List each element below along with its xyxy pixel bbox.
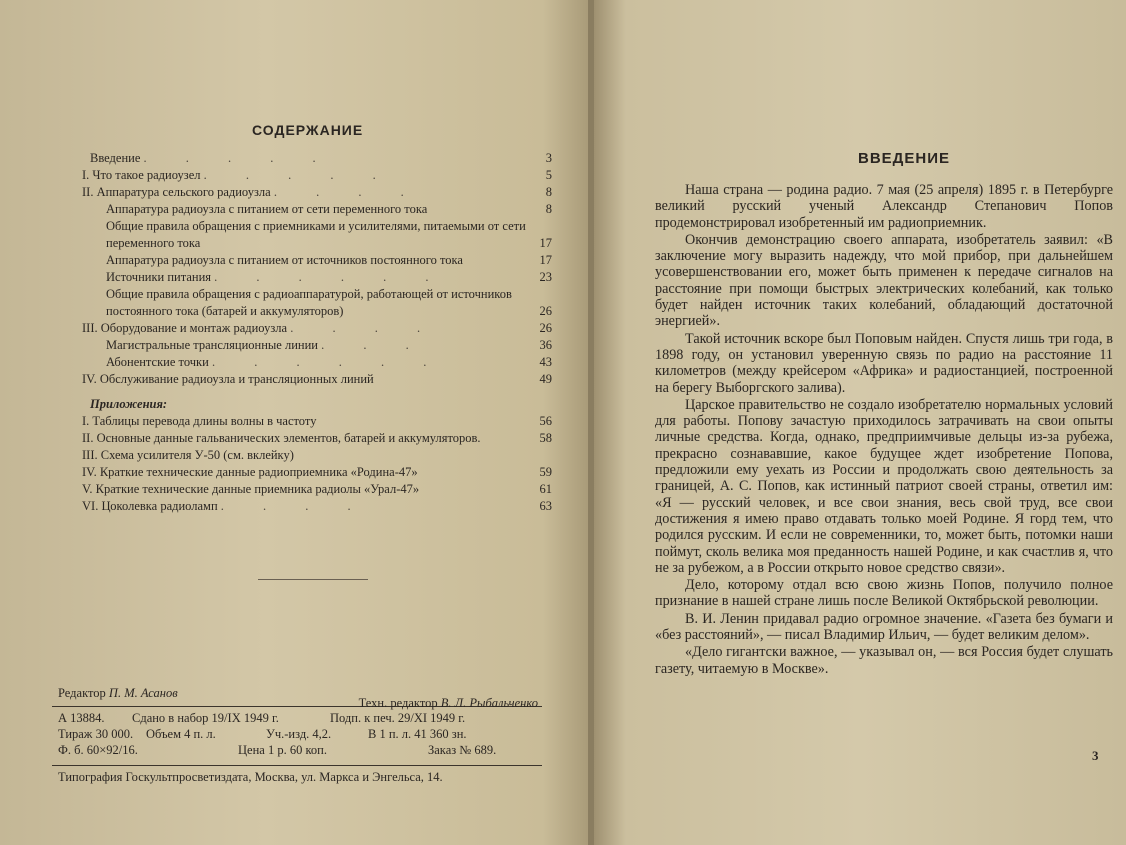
intro-paragraph: Царское правительство не создало изобретателю нормальных условий для работы. Попову зачастую приходилось затрачивать на свои опыты личные средства. Когда, однако, предприимчивые дельцы из-за рубежа, прекрасно сознававшие, какое будущее ждет изобретение Попова, предложили ему уехать из России и продолжать свою деятельность за границей, А. С. Попов, как истинный патриот своей страны, ответил им: «Я — русский человек, и все свои знания, весь свой труд, все свои достижения я имею право отдавать только моей Родине. Я горд тем, что родился русским. И если не современники, то, может быть, потомки наши поймут, сколь велика моя преданность нашей Родине, и как счастлив я, что не за рубежом, а в России открыто новое средство связи». xyxy=(655,396,1113,576)
imprint-row: Ф. б. 60×92/16. Цена 1 р. 60 коп. Заказ № 689. xyxy=(58,743,497,757)
intro-paragraph: Наша страна — родина радио. 7 мая (25 апреля) 1895 г. в Петербурге великий русский ученый Александр Степанович Попов продемонстрировал изобретенный им радиоприемник. xyxy=(655,182,1113,231)
imprint-editors xyxy=(52,684,542,710)
appendix-item: II. Основные данные гальванических элементов, батарей и аккумуляторов. 58 xyxy=(82,431,552,445)
imprint-row: Тираж 30 000. Объем 4 п. л. Уч.-изд. 4,2. В 1 п. л. 41 360 зн. xyxy=(58,727,467,741)
tech-editor-name: В. Л. Рыбальченко xyxy=(440,696,538,710)
toc-item: III. Оборудование и монтаж радиоузла . . . . 26 xyxy=(82,321,552,335)
toc-item: Аппаратура радиоузла с питанием от источников постоянного тока 17 xyxy=(106,253,552,267)
toc-item: IV. Обслуживание радиоузла и трансляционных линий 49 xyxy=(82,372,552,386)
intro-title: ВВЕДЕНИЕ xyxy=(858,150,950,167)
toc-item: Магистральные трансляционные линии . . . 36 xyxy=(106,338,552,352)
toc-item: Источники питания . . . . . . 23 xyxy=(106,270,552,284)
page-number: 3 xyxy=(1092,748,1099,763)
intro-paragraph: Окончив демонстрацию своего аппарата, изобретатель заявил: «В заключение могу выразить надежду, что мой прибор, при дальнейшем усовершенствовании его, может быть применен к передаче сигналов на расстояние при помощи быстрых электрических колебаний, как только будет найден источник таких колебаний, обладающий достаточной энергией». xyxy=(655,231,1113,330)
appendix-item: IV. Краткие технические данные радиоприемника «Родина-47» 59 xyxy=(82,465,552,479)
toc-item: I. Что такое радиоузел . . . . . 5 xyxy=(82,168,552,182)
appendix-item: V. Краткие технические данные приемника радиолы «Урал-47» 61 xyxy=(82,482,552,496)
toc-item: II. Аппаратура сельского радиоузла . . . . 8 xyxy=(82,185,552,199)
intro-paragraph: «Дело гигантски важное, — указывал он, — вся Россия будет слушать газету, читаемую в Москве». xyxy=(655,644,1113,677)
toc-item: Общие правила обращения с радиоаппаратурой, работающей от источников постоянного тока (батарей и аккумуляторов) 26 xyxy=(106,287,552,318)
section-divider xyxy=(258,579,368,580)
intro-text xyxy=(655,182,1113,678)
toc-item: Введение . . . . . 3 xyxy=(90,151,552,165)
appendix-item: VI. Цоколевка радиоламп . . . . 63 xyxy=(82,499,552,513)
toc-item: Абонентские точки . . . . . . 43 xyxy=(106,355,552,369)
toc-item: Общие правила обращения с приемниками и усилителями, питаемыми от сети переменного тока 17 xyxy=(106,219,552,250)
appendix-item: III. Схема усилителя У-50 (см. вклейку) xyxy=(82,448,294,462)
appendix-item: I. Таблицы перевода длины волны в частоту 56 xyxy=(82,414,552,428)
toc-item: Аппаратура радиоузла с питанием от сети переменного тока 8 xyxy=(106,202,552,216)
editor-name: П. М. Асанов xyxy=(108,686,178,700)
imprint-row: А 13884. Сдано в набор 19/IX 1949 г. Подп. к печ. 29/XI 1949 г. xyxy=(58,711,466,725)
imprint-block xyxy=(52,684,542,785)
editor-label: Редактор xyxy=(58,686,106,700)
toc-title: СОДЕРЖАНИЕ xyxy=(252,122,364,138)
intro-paragraph: В. И. Ленин придавал радио огромное значение. «Газета без бумаги и «без расстояний», — писал Владимир Ильич, — будет великим делом». xyxy=(655,610,1113,644)
intro-paragraph: Дело, которому отдал всю свою жизнь Попов, получило полное признание в нашей стране лишь после Великой Октябрьской революции. xyxy=(655,577,1113,610)
table-of-contents xyxy=(82,150,552,515)
tech-editor-label: Техн. редактор xyxy=(358,696,438,710)
intro-paragraph: Такой источник вскоре был Поповым найден. Спустя лишь три года, в 1898 году, он установил уверенную связь по радио на расстояние 11 километров (между крейсером «Африка» и радиостанцией, построенной на берегу Выборгского залива). xyxy=(655,330,1113,396)
printer-line: Типография Госкультпросветиздата, Москва, ул. Маркса и Энгельса, 14. xyxy=(52,765,542,785)
appendix-heading: Приложения: xyxy=(90,397,168,411)
